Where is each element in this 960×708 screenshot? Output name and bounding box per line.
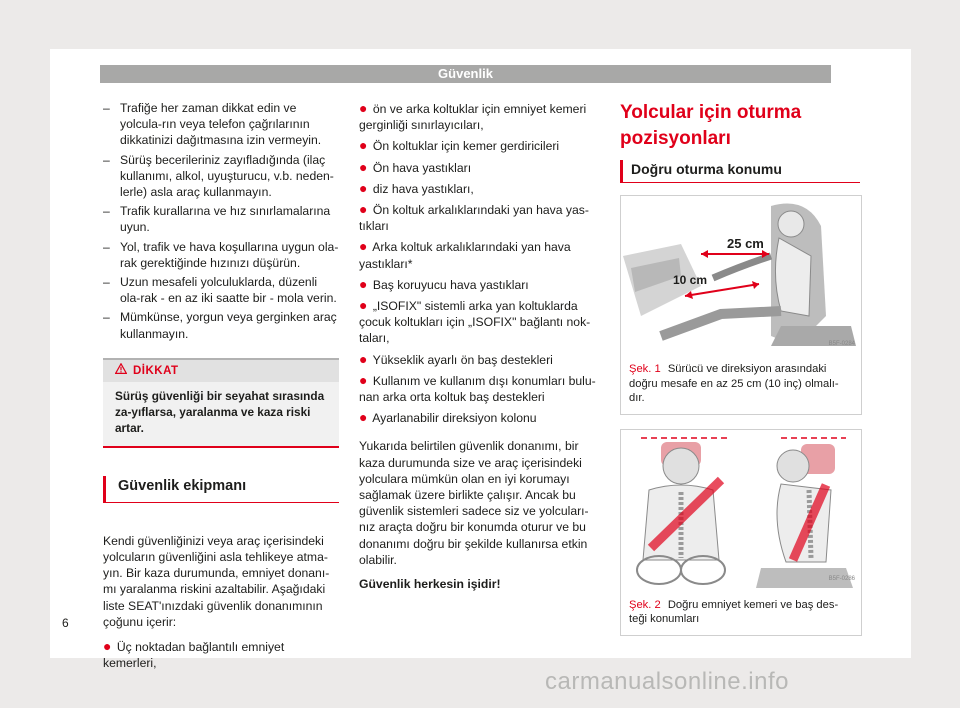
warning-label: DİKKAT [133, 364, 179, 377]
distance-label-25cm: 25 cm [727, 236, 764, 251]
bullet-icon: ● [359, 409, 368, 426]
list-item: – Sürüş becerileriniz zayıfladığında (ilaç kullanımı, alkol, uyuşturucu, v.b. neden-lerle) asla araç kullanmayın. [103, 152, 334, 200]
bullet-icon: ● [359, 350, 368, 367]
figure-code: B5F-0286 [828, 576, 855, 583]
section-title: Güvenlik ekipmanı [118, 477, 247, 494]
subsection-heading-box [620, 160, 860, 183]
watermark: carmanualsonline.info [545, 668, 789, 695]
distance-label-10cm: 10 cm [673, 273, 708, 287]
warning-triangle-icon [115, 360, 127, 382]
left-column [103, 100, 339, 675]
list-item: ● ön ve arka koltuklar için emniyet kemeri gerginliği sınırlayıcıları, [359, 100, 587, 133]
list-item: ● Ayarlanabilir direksiyon kolonu [359, 409, 537, 426]
bullet-icon: ● [359, 201, 368, 218]
list-item: – Uzun mesafeli yolculuklarda, düzenli ola-rak - en az iki saatte bir - mola verin. [103, 275, 337, 306]
figure-2 [620, 429, 862, 636]
list-item: ● Üç noktadan bağlantılı emniyet kemerleri, [103, 638, 285, 671]
chapter-title: Yolcular için oturma pozisyonları [620, 102, 802, 149]
list-item: ● Yükseklik ayarlı ön baş destekleri [359, 350, 553, 367]
seatbelt-position-illustration [621, 430, 861, 592]
subsection-title: Doğru oturma konumu [631, 161, 782, 177]
seating-distance-illustration [621, 196, 861, 356]
middle-column [359, 100, 604, 592]
body-paragraph: Yukarıda belirtilen güvenlik donanımı, bir kaza durumunda size ve araç içerisindeki yolculara mümkün olan en iyi korumayı sağlamak üzere birlikte çalışır. Ancak bu güvenlik sistemleri sadece siz ve yolcuları-nız araçta doğru bir konumda oturur ve bu donanımı doğru bir şekilde kullanırsa etkin olabilir. [359, 439, 589, 567]
intro-paragraph: Kendi güvenliğinizi veya araç içerisindeki yolcuların güvenliğini asla tehlikeye atma-yın. Bir kaza durumunda, emniyet donanı-mı yaralanma riskini azaltabilir. Aşağıdaki liste SEAT'ınızdaki güvenlik donanımının çoğunu içerir: [103, 533, 330, 629]
warning-header [103, 360, 339, 382]
bullet-icon: ● [359, 297, 368, 314]
page-number: 6 [62, 616, 69, 630]
list-item: ● Arka koltuk arkalıklarındaki yan hava yastıkları* [359, 238, 571, 271]
list-item: ● Ön koltuk arkalıklarındaki yan hava yas-tıkları [359, 201, 589, 234]
list-item: – Trafik kurallarına ve hız sınırlamalarına uyun. [103, 204, 331, 235]
list-item: ● Ön koltuklar için kemer gerdiricileri [359, 137, 560, 154]
figure-number: Şek. 2 [629, 598, 661, 611]
list-item: ● „ISOFIX" sistemli arka yan koltuklarda çocuk koltukları için „ISOFIX" bağlantı nok-taları, [359, 297, 591, 346]
bullet-icon: ● [359, 238, 368, 255]
list-item: – Mümkünse, yorgun veya gerginken araç kullanmayın. [103, 310, 337, 341]
right-column [620, 100, 860, 636]
figure-1 [620, 195, 862, 415]
bullet-icon: ● [359, 179, 368, 196]
bullet-icon: ● [359, 371, 368, 388]
list-item: ● Kullanım ve kullanım dışı konumları bulu-nan arka orta koltuk baş destekleri [359, 371, 596, 405]
bullet-icon: ● [103, 638, 112, 655]
bullet-icon: ● [359, 100, 368, 116]
warning-text: Sürüş güvenliği bir seyahat sırasında za-yıflarsa, yaralanma ve kaza riski artar. [115, 388, 325, 435]
section-heading-box [103, 476, 339, 503]
figure-code: B5F-0284 [828, 340, 855, 347]
bullet-icon: ● [359, 158, 368, 175]
bullet-icon: ● [359, 275, 368, 292]
page-header: Güvenlik [100, 65, 831, 83]
bullet-icon: ● [359, 137, 368, 154]
list-item: ● Baş koruyucu hava yastıkları [359, 275, 529, 292]
figure-caption: Şek. 2 Doğru emniyet kemeri ve baş des-teği konumları [629, 598, 839, 625]
figure-number: Şek. 1 [629, 363, 661, 375]
list-item: ● diz hava yastıkları, [359, 179, 474, 196]
figure-caption: Şek. 1 Sürücü ve direksiyon arasındaki doğru mesafe en az 25 cm (10 inç) olmalı-dır. [629, 363, 839, 404]
list-item: – Yol, trafik ve hava koşullarına uygun ola-rak gerektiğinde hızınızı düşürün. [103, 239, 339, 270]
bold-statement: Güvenlik herkesin işidir! [359, 577, 501, 592]
list-item: – Trafiğe her zaman dikkat edin ve yolcula-rın veya telefon çağrılarının dikkatinizi dağıtmasına izin vermeyin. [103, 101, 322, 148]
warning-box [103, 358, 339, 448]
list-item: ● Ön hava yastıkları [359, 158, 472, 175]
